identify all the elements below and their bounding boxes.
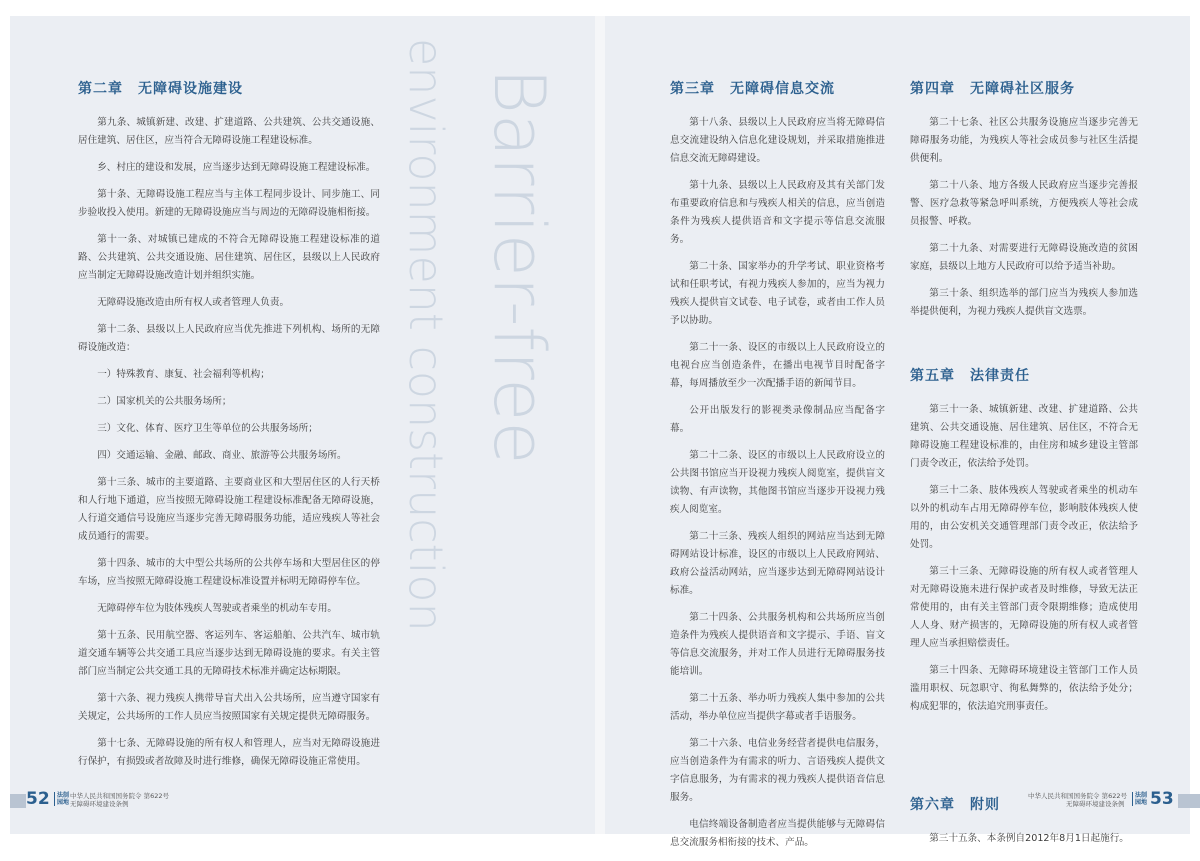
article-paragraph: 电信终端设备制造者应当提供能够与无障碍信息交流服务相衔接的技术、产品。 [670, 819, 885, 848]
article-paragraph: 第三十四条、无障碍环境建设主管部门工作人员滥用职权、玩忽职守、徇私舞弊的，依法给予处分；构成犯罪的，依法追究刑事责任。 [910, 665, 1138, 712]
badge-line-1: 法制 [1135, 792, 1148, 799]
chapter-4-body [910, 114, 1138, 321]
page-spine [595, 16, 605, 834]
article-paragraph: 第二十九条、对需要进行无障碍设施改造的贫困家庭，县级以上地方人民政府可以给予适当补助。 [910, 243, 1138, 272]
page-number: 53 [1150, 789, 1174, 809]
chapter-3-body [670, 114, 885, 852]
footer-decree: 中华人民共和国国务院令 第622号 [1028, 792, 1127, 800]
chapter-6-body [910, 830, 1138, 848]
footer-title: 无障碍环境建设条例 [70, 800, 129, 808]
chapter-5-heading: 第五章 法律责任 [910, 368, 1030, 384]
chapter-3-heading: 第三章 无障碍信息交流 [670, 81, 835, 97]
footer-decree: 中华人民共和国国务院令 第622号 [70, 792, 169, 800]
article-paragraph: 一）特殊教育、康复、社会福利等机构； [97, 369, 270, 380]
article-paragraph: 第二十七条、社区公共服务设施应当逐步完善无障碍服务功能，为残疾人等社会成员参与社区生活提供便利。 [910, 117, 1138, 164]
article-paragraph: 二）国家机关的公共服务场所； [97, 396, 232, 407]
article-paragraph: 第二十四条、公共服务机构和公共场所应当创造条件为残疾人提供语音和文字提示、手语、盲文等信息交流服务，并对工作人员进行无障碍服务技能培训。 [670, 612, 885, 677]
article-paragraph: 第二十三条、残疾人组织的网站应当达到无障碍网站设计标准，设区的市级以上人民政府网站、政府公益活动网站，应当逐步达到无障碍网站设计标准。 [670, 531, 885, 596]
page-bar [10, 794, 26, 808]
page-bar [1178, 794, 1200, 808]
right-text-column-1 [670, 78, 885, 861]
left-footer [10, 790, 310, 810]
chapter-2-heading: 第二章 无障碍设施建设 [78, 81, 243, 97]
article-paragraph: 公开出版发行的影视类录像制品应当配备字幕。 [670, 405, 885, 434]
article-paragraph: 第十七条、无障碍设施的所有权人和管理人，应当对无障碍设施进行保护，有损毁或者故障及时进行维修，确保无障碍设施正常使用。 [78, 738, 380, 767]
article-paragraph: 第三十三条、无障碍设施的所有权人或者管理人对无障碍设施未进行保护或者及时维修，导致无法正常使用的，由有关主管部门责令限期维修；造成使用人人身、财产损害的，无障碍设施的所有权人或者管理人应当承担赔偿责任。 [910, 566, 1138, 649]
article-paragraph: 第九条、城镇新建、改建、扩建道路、公共建筑、公共交通设施、居住建筑、居住区，应当符合无障碍设施工程建设标准。 [78, 117, 380, 146]
column-badge [1132, 792, 1147, 806]
footer-title: 无障碍环境建设条例 [1066, 800, 1125, 808]
article-paragraph: 第二十一条、设区的市级以上人民政府设立的电视台应当创造条件，在播出电视节目时配备字幕，每周播放至少一次配播手语的新闻节目。 [670, 342, 885, 389]
article-paragraph: 第三十条、组织选举的部门应当为残疾人参加选举提供便利，为视力残疾人提供盲文选票。 [910, 288, 1138, 317]
article-paragraph: 第十九条、县级以上人民政府及其有关部门发布重要政府信息和与残疾人相关的信息，应当创造条件为残疾人提供语音和文字提示等信息交流服务。 [670, 180, 885, 245]
article-paragraph: 第十四条、城市的大中型公共场所的公共停车场和大型居住区的停车场，应当按照无障碍设施工程建设标准设置并标明无障碍停车位。 [78, 558, 380, 587]
article-paragraph: 第二十条、国家举办的升学考试、职业资格考试和任职考试，有视力残疾人参加的，应当为视力残疾人提供盲文试卷、电子试卷，或者由工作人员予以协助。 [670, 261, 885, 326]
chapter-2-body [78, 114, 380, 771]
article-paragraph: 无障碍停车位为肢体残疾人驾驶或者乘坐的机动车专用。 [97, 603, 338, 614]
chapter-6-heading: 第六章 附则 [910, 797, 1000, 813]
article-paragraph: 第二十五条、举办听力残疾人集中参加的公共活动，举办单位应当提供字幕或者手语服务。 [670, 693, 885, 722]
badge-line-2: 园地 [1135, 799, 1148, 806]
watermark-environment-construction: environment construction [399, 38, 453, 632]
article-paragraph: 无障碍设施改造由所有权人或者管理人负责。 [97, 297, 290, 308]
badge-line-1: 法制 [57, 792, 70, 799]
article-paragraph: 四）交通运输、金融、邮政、商业、旅游等公共服务场所。 [97, 450, 347, 461]
right-text-column-2 [910, 78, 1138, 857]
column-badge [54, 792, 69, 806]
watermark-barrier-free: Barrier-free [478, 68, 560, 465]
page-number: 52 [26, 789, 50, 809]
article-paragraph: 第十五条、民用航空器、客运列车、客运船舶、公共汽车、城市轨道交通车辆等公共交通工具应当逐步达到无障碍设施的要求。有关主管部门应当制定公共交通工具的无障碍技术标准并确定达标期限。 [78, 630, 380, 677]
article-paragraph: 第三十一条、城镇新建、改建、扩建道路、公共建筑、公共交通设施、居住建筑、居住区，不符合无障碍设施工程建设标准的，由住房和城乡建设主管部门责令改正，依法给予处罚。 [910, 404, 1138, 469]
article-paragraph: 第十条、无障碍设施工程应当与主体工程同步设计、同步施工、同步验收投入使用。新建的无障碍设施应当与周边的无障碍设施相衔接。 [78, 189, 380, 218]
article-paragraph: 第二十八条、地方各级人民政府应当逐步完善报警、医疗急救等紧急呼叫系统，方便残疾人等社会成员报警、呼救。 [910, 180, 1138, 227]
article-paragraph: 第十六条、视力残疾人携带导盲犬出入公共场所，应当遵守国家有关规定，公共场所的工作人员应当按照国家有关规定提供无障碍服务。 [78, 693, 380, 722]
chapter-5-body [910, 401, 1138, 716]
article-paragraph: 三）文化、体育、医疗卫生等单位的公共服务场所； [97, 423, 318, 434]
article-paragraph: 第十三条、城市的主要道路、主要商业区和大型居住区的人行天桥和人行地下通道，应当按照无障碍设施工程建设标准配备无障碍设施，人行道交通信号设施应当逐步完善无障碍服务功能，适应残疾人等社会成员通行的需要。 [78, 477, 380, 542]
right-footer [1000, 790, 1200, 810]
article-paragraph: 乡、村庄的建设和发展，应当逐步达到无障碍设施工程建设标准。 [97, 162, 376, 173]
article-paragraph: 第十二条、县级以上人民政府应当优先推进下列机构、场所的无障碍设施改造： [78, 324, 380, 353]
article-paragraph: 第二十六条、电信业务经营者提供电信服务，应当创造条件为有需求的听力、言语残疾人提供文字信息服务，为有需求的视力残疾人提供语音信息服务。 [670, 738, 885, 803]
article-paragraph: 第十八条、县级以上人民政府应当将无障碍信息交流建设纳入信息化建设规划，并采取措施推进信息交流无障碍建设。 [670, 117, 885, 164]
article-paragraph: 第三十五条、本条例自2012年8月1日起施行。 [929, 833, 1129, 844]
badge-line-2: 园地 [57, 799, 70, 806]
article-paragraph: 第三十二条、肢体残疾人驾驶或者乘坐的机动车以外的机动车占用无障碍停车位，影响肢体残疾人使用的，由公安机关交通管理部门责令改正，依法给予处罚。 [910, 485, 1138, 550]
article-paragraph: 第二十二条、设区的市级以上人民政府设立的公共图书馆应当开设视力残疾人阅览室，提供盲文读物、有声读物，其他图书馆应当逐步开设视力残疾人阅览室。 [670, 450, 885, 515]
article-paragraph: 第十一条、对城镇已建成的不符合无障碍设施工程建设标准的道路、公共建筑、公共交通设施、居住建筑、居住区，县级以上人民政府应当制定无障碍设施改造计划并组织实施。 [78, 234, 380, 281]
chapter-4-heading: 第四章 无障碍社区服务 [910, 81, 1075, 97]
left-text-column [78, 78, 380, 780]
